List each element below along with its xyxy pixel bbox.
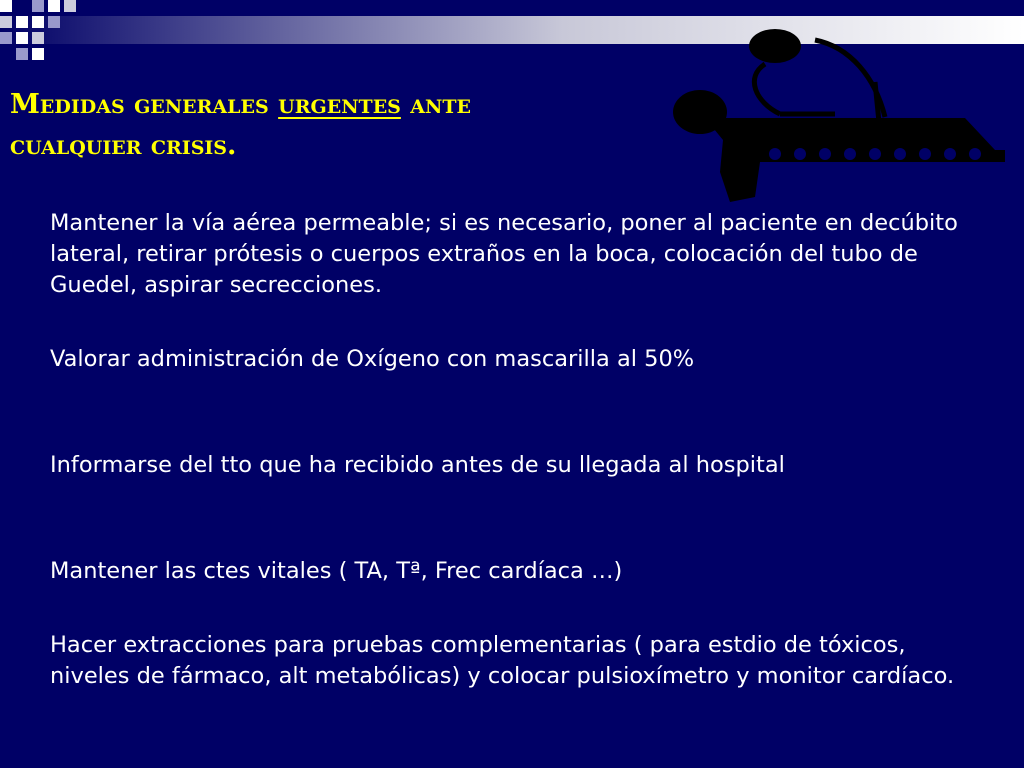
person-bending-over-patient-icon bbox=[665, 22, 1010, 207]
title-line2: cualquier crisis. bbox=[10, 130, 237, 161]
bullet-item: Informarse del tto que ha recibido antes de su llegada al hospital bbox=[50, 452, 785, 478]
bullet-item: Mantener la vía aérea permeable; si es necesario, poner al paciente en decúbito lateral, retirar prótesis o cuerpos extraños en la boca, colocación del tubo de Guedel, aspirar secrecciones. bbox=[50, 210, 958, 298]
bullet-item: Valorar administración de Oxígeno con mascarilla al 50% bbox=[50, 346, 695, 372]
title-part1: Medidas generales bbox=[10, 89, 279, 120]
title-underlined-word: urgentes bbox=[278, 89, 401, 120]
bullet-item: Mantener las ctes vitales ( TA, Tª, Frec cardíaca …) bbox=[50, 558, 623, 584]
slide-title bbox=[10, 84, 690, 166]
title-part2: ante bbox=[400, 89, 472, 120]
bullet-item: Hacer extracciones para pruebas complementarias ( para estdio de tóxicos, niveles de fármaco, alt metabólicas) y colocar pulsioxímetro y monitor cardíaco. bbox=[50, 632, 955, 689]
